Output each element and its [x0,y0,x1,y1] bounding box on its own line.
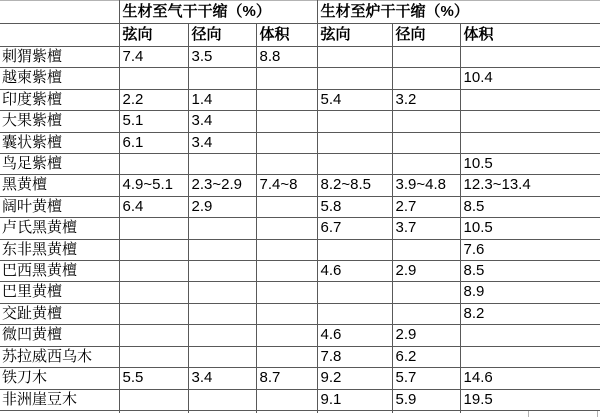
table-row [0,111,600,132]
value-cell: 3.4 [188,111,256,132]
value-cell: 9.1 [317,389,392,411]
value-cell [119,218,188,239]
species-name-cell: 微凹黄檀 [0,325,119,346]
col-header-air-volume: 体积 [256,24,317,47]
value-cell: 6.7 [317,218,392,239]
value-cell [188,389,256,411]
value-cell: 2.2 [119,89,188,110]
table-row [0,68,600,89]
value-cell: 7.8 [317,346,392,367]
value-cell [256,68,317,89]
value-cell: 5.9 [392,389,460,411]
col-header-air-radial: 径向 [188,24,256,47]
value-cell [392,303,460,324]
value-cell: 10.5 [460,154,600,175]
value-cell [317,282,392,303]
table-row [0,325,600,346]
species-name-cell: 巴西黑黄檀 [0,261,119,282]
value-cell: 19.5 [460,389,600,411]
group-header-oven-dry: 生材至炉干干缩（%） [317,1,600,24]
table-row [0,132,600,153]
value-cell: 5.5 [119,368,188,389]
table-row [0,47,600,68]
table-row [0,196,600,217]
value-cell [256,261,317,282]
value-cell [256,89,317,110]
value-cell: 5.8 [317,196,392,217]
value-cell: 10.5 [460,218,600,239]
value-cell [188,68,256,89]
table-row [0,261,600,282]
group-header-row [0,1,600,24]
value-cell [460,325,600,346]
value-cell: 8.7 [256,368,317,389]
value-cell: 7.4 [119,47,188,68]
value-cell [256,239,317,260]
table-row [0,389,600,411]
gridline-stub [119,411,120,413]
value-cell [188,346,256,367]
gridline-stubs [0,411,600,417]
value-cell: 6.4 [119,196,188,217]
value-cell: 2.9 [392,325,460,346]
col-header-oven-volume: 体积 [460,24,600,47]
value-cell [317,47,392,68]
value-cell [392,282,460,303]
value-cell: 8.2~8.5 [317,175,392,196]
value-cell [188,154,256,175]
table-row [0,154,600,175]
value-cell: 3.9~4.8 [392,175,460,196]
species-name-cell: 阔叶黄檀 [0,196,119,217]
value-cell [256,154,317,175]
table-row [0,89,600,110]
value-cell: 2.7 [392,196,460,217]
value-cell [317,154,392,175]
value-cell [256,303,317,324]
gridline-stub [528,411,529,417]
value-cell: 6.1 [119,132,188,153]
value-cell: 2.9 [392,261,460,282]
value-cell: 8.9 [460,282,600,303]
species-name-cell: 铁刀木 [0,368,119,389]
table-row [0,282,600,303]
value-cell: 5.4 [317,89,392,110]
value-cell [460,132,600,153]
species-name-cell: 鸟足紫檀 [0,154,119,175]
value-cell [188,282,256,303]
species-name-cell: 苏拉威西乌木 [0,346,119,367]
species-name-cell: 非洲崖豆木 [0,389,119,411]
value-cell: 14.6 [460,368,600,389]
table-row [0,303,600,324]
value-cell [392,154,460,175]
value-cell [119,282,188,303]
value-cell: 3.7 [392,218,460,239]
species-name-cell: 东非黑黄檀 [0,239,119,260]
gridline-stub [256,411,257,413]
value-cell [188,325,256,346]
value-cell [256,132,317,153]
value-cell: 8.5 [460,261,600,282]
value-cell [460,111,600,132]
value-cell [317,239,392,260]
value-cell [317,68,392,89]
table-row [0,218,600,239]
value-cell [317,132,392,153]
value-cell [256,346,317,367]
value-cell: 10.4 [460,68,600,89]
value-cell [460,47,600,68]
sub-header-row [0,24,600,47]
species-name-cell: 大果紫檀 [0,111,119,132]
value-cell [119,346,188,367]
value-cell: 2.3~2.9 [188,175,256,196]
value-cell [460,346,600,367]
value-cell [317,111,392,132]
value-cell [119,389,188,411]
value-cell [119,261,188,282]
value-cell [119,325,188,346]
value-cell: 9.2 [317,368,392,389]
value-cell [256,196,317,217]
species-name-cell: 黑黄檀 [0,175,119,196]
corner-cell-bottom [0,24,119,47]
value-cell: 5.1 [119,111,188,132]
table-row [0,346,600,367]
value-cell [256,111,317,132]
value-cell: 7.4~8 [256,175,317,196]
species-name-cell: 印度紫檀 [0,89,119,110]
gridline-stub [597,411,598,417]
value-cell [392,132,460,153]
value-cell: 8.2 [460,303,600,324]
gridline-stub [392,411,393,413]
col-header-air-tangential: 弦向 [119,24,188,47]
species-name-cell: 卢氏黑黄檀 [0,218,119,239]
value-cell: 3.4 [188,368,256,389]
value-cell [317,303,392,324]
species-name-cell: 囊状紫檀 [0,132,119,153]
corner-cell-top [0,1,119,24]
value-cell: 3.4 [188,132,256,153]
species-name-cell: 巴里黄檀 [0,282,119,303]
species-name-cell: 越柬紫檀 [0,68,119,89]
value-cell [188,218,256,239]
value-cell: 4.6 [317,325,392,346]
value-cell: 4.9~5.1 [119,175,188,196]
gridline-stub [460,411,461,413]
value-cell: 7.6 [460,239,600,260]
value-cell [119,303,188,324]
value-cell [392,239,460,260]
species-name-cell: 刺猬紫檀 [0,47,119,68]
value-cell: 12.3~13.4 [460,175,600,196]
value-cell: 8.5 [460,196,600,217]
value-cell: 3.2 [392,89,460,110]
value-cell: 2.9 [188,196,256,217]
value-cell: 8.8 [256,47,317,68]
table-body [0,47,600,411]
value-cell [392,68,460,89]
value-cell [256,282,317,303]
group-header-air-dry: 生材至气干干缩（%） [119,1,317,24]
value-cell [256,325,317,346]
value-cell: 5.7 [392,368,460,389]
value-cell: 6.2 [392,346,460,367]
value-cell [188,303,256,324]
gridline-stub [317,411,318,413]
value-cell: 1.4 [188,89,256,110]
table-row [0,368,600,389]
value-cell [119,239,188,260]
table-row [0,239,600,260]
value-cell [119,154,188,175]
value-cell [188,261,256,282]
table-row [0,175,600,196]
value-cell [392,111,460,132]
value-cell [188,239,256,260]
col-header-oven-tangential: 弦向 [317,24,392,47]
value-cell: 4.6 [317,261,392,282]
value-cell [392,47,460,68]
col-header-oven-radial: 径向 [392,24,460,47]
value-cell [256,389,317,411]
value-cell: 3.5 [188,47,256,68]
value-cell [256,218,317,239]
species-name-cell: 交趾黄檀 [0,303,119,324]
value-cell [460,89,600,110]
value-cell [119,68,188,89]
table-header [0,1,600,47]
gridline-stub [188,411,189,413]
